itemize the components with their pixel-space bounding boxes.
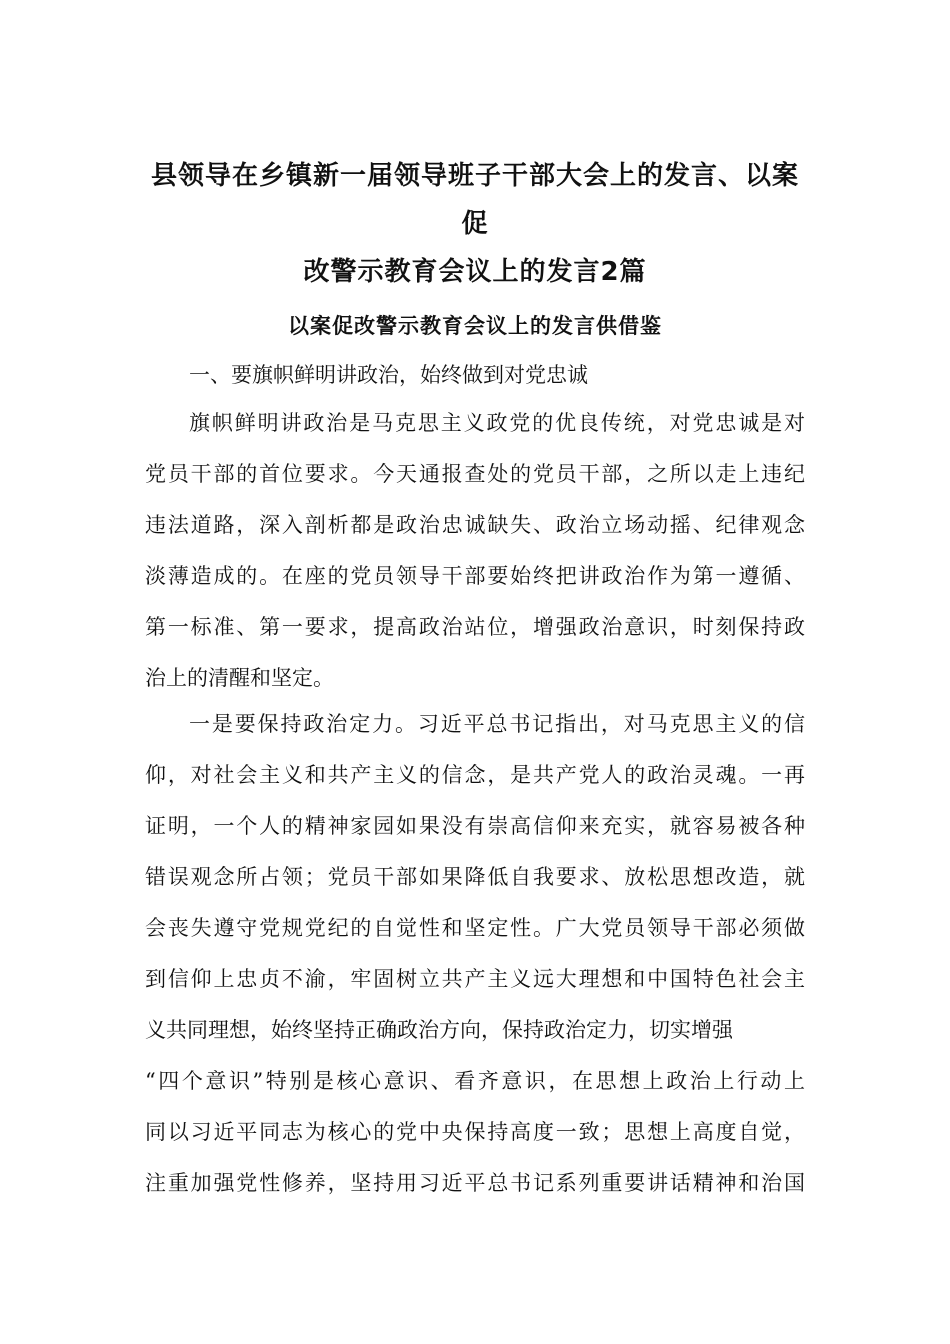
paragraph-line: 旗帜鲜明讲政治是马克思主义政党的优良传统，对党忠诚是对 — [189, 411, 805, 435]
paragraph-line: 到信仰上忠贞不渝，牢固树立共产主义远大理想和中国特色社会主 — [145, 967, 805, 991]
paragraph-line: 错误观念所占领；党员干部如果降低自我要求、放松思想改造，就 — [145, 865, 805, 889]
paragraph-line: 第一标准、第一要求，提高政治站位，增强政治意识，时刻保持政 — [145, 615, 805, 639]
paragraph-line: 党员干部的首位要求。今天通报查处的党员干部，之所以走上违纪 — [145, 462, 805, 486]
paragraph-line: 会丧失遵守党规党纪的自觉性和坚定性。广大党员领导干部必须做 — [145, 916, 805, 940]
document-title-line-1: 县领导在乡镇新一届领导班子干部大会上的发言、以案促 — [150, 161, 799, 239]
paragraph-line: 违法道路，深入剖析都是政治忠诚缺失、政治立场动摇、纪律观念 — [145, 513, 805, 537]
section-heading: 一、要旗帜鲜明讲政治，始终做到对党忠诚 — [189, 363, 588, 387]
paragraph-line: 一是要保持政治定力。习近平总书记指出，对马克思主义的信 — [189, 712, 805, 736]
speech-subtitle: 以案促改警示教育会议上的发言供借鉴 — [288, 314, 662, 338]
paragraph-line: 淡薄造成的。在座的党员领导干部要始终把讲政治作为第一遵循、 — [145, 564, 805, 588]
paragraph-line: 注重加强党性修养，坚持用习近平总书记系列重要讲话精神和治国 — [145, 1171, 805, 1195]
document-title-line-2: 改警示教育会议上的发言2篇 — [303, 257, 647, 287]
paragraph-line: 同以习近平同志为核心的党中央保持高度一致；思想上高度自觉， — [145, 1120, 805, 1144]
paragraph-line: 证明，一个人的精神家园如果没有崇高信仰来充实，就容易被各种 — [145, 814, 805, 838]
paragraph-line: “四个意识”特别是核心意识、看齐意识，在思想上政治上行动上 — [145, 1069, 805, 1093]
paragraph-line: 义共同理想，始终坚持正确政治方向，保持政治定力，切实增强 — [145, 1018, 733, 1042]
document-title — [145, 152, 805, 296]
paragraph-line: 治上的清醒和坚定。 — [145, 666, 334, 690]
paragraph-2 — [145, 699, 805, 1209]
paragraph-line: 仰，对社会主义和共产主义的信念，是共产党人的政治灵魂。一再 — [145, 763, 805, 787]
paragraph-1 — [145, 398, 805, 704]
